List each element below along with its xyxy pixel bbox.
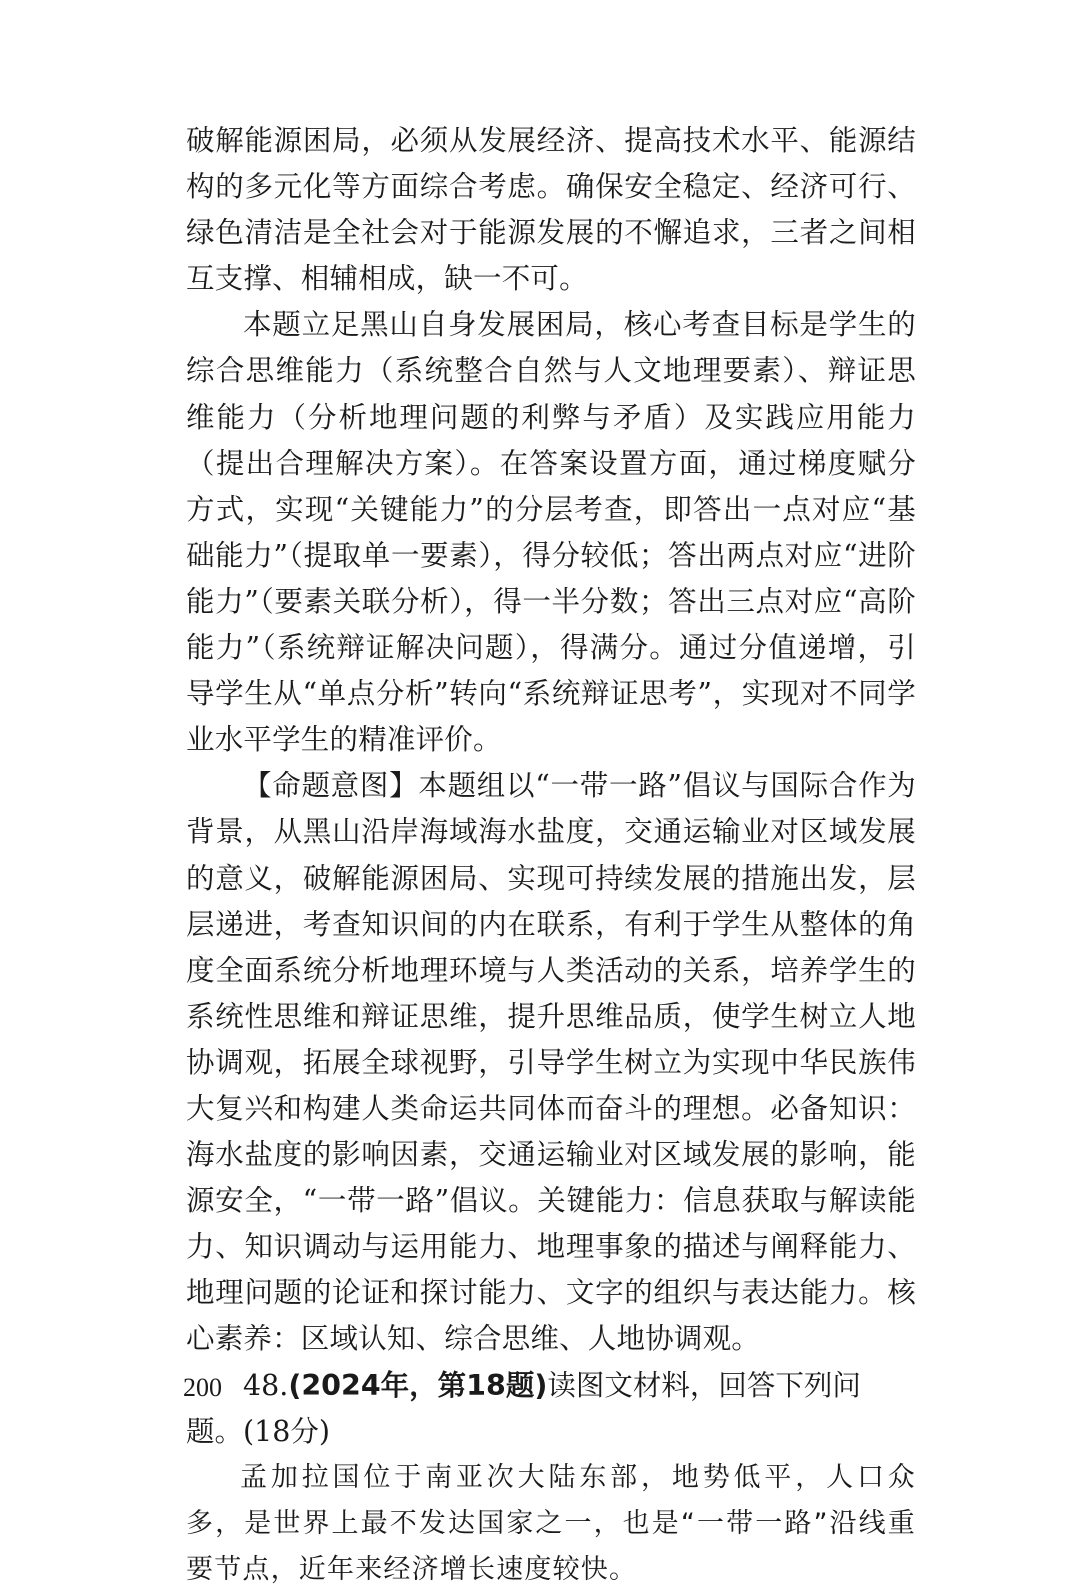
paragraph-assessment-design: 本题立足黑山自身发展困局，核心考查目标是学生的综合思维能力（系统整合自然与人文地理要素）、辩证思维能力（分析地理问题的利弊与矛盾）及实践应用能力（提出合理解决方案）。在答案设置方面，通过梯度赋分方式，实现“关键能力”的分层考查，即答出一点对应“基础能力”（提取单一要素），得分较低；答出两点对应“进阶能力”（要素关联分析），得一半分数；答出三点对应“高阶能力”（系统辩证解决问题），得满分。通过分值递增，引导学生从“单点分析”转向“系统辩证思考”，实现对不同学业水平学生的精准评价。	[186, 308, 916, 757]
question-prompt: 读图文材料，回答下列问题。	[186, 1368, 861, 1448]
question-source: (2024年，第18题)	[288, 1368, 548, 1402]
paragraph-energy-dilemma: 破解能源困局，必须从发展经济、提高技术水平、能源结构的多元化等方面综合考虑。确保安全稳定、经济可行、绿色清洁是全社会对于能源发展的不懈追求，三者之间相互支撑、相辅相成，缺一不可。	[186, 124, 916, 296]
paragraph-proposition-intent: 【命题意图】本题组以“一带一路”倡议与国际合作为背景，从黑山沿岸海域海水盐度，交通运输业对区域发展的意义，破解能源困局、实现可持续发展的措施出发，层层递进，考查知识间的内在联系，有利于学生从整体的角度全面系统分析地理环境与人类活动的关系，培养学生的系统性思维和辩证思维，提升思维品质，使学生树立人地协调观，拓展全球视野，引导学生树立为实现中华民族伟大复兴和构建人类命运共同体而奋斗的理想。必备知识：海水盐度的影响因素，交通运输业对区域发展的影响，能源安全，“一带一路”倡议。关键能力：信息获取与解读能力、知识调动与运用能力、地理事象的描述与阐释能力、地理问题的论证和探讨能力、文字的组织与表达能力。核心素养：区域认知、综合思维、人地协调观。	[186, 769, 916, 1356]
question-heading	[186, 1363, 916, 1455]
question-material: 孟加拉国位于南亚次大陆东部，地势低平，人口众多，是世界上最不发达国家之一，也是“一带一路”沿线重要节点，近年来经济增长速度较快。	[186, 1461, 916, 1585]
page-number: 200	[183, 1373, 222, 1402]
question-number: 48.	[243, 1368, 289, 1402]
body-text	[186, 118, 916, 1593]
question-score: (18分)	[243, 1414, 331, 1448]
